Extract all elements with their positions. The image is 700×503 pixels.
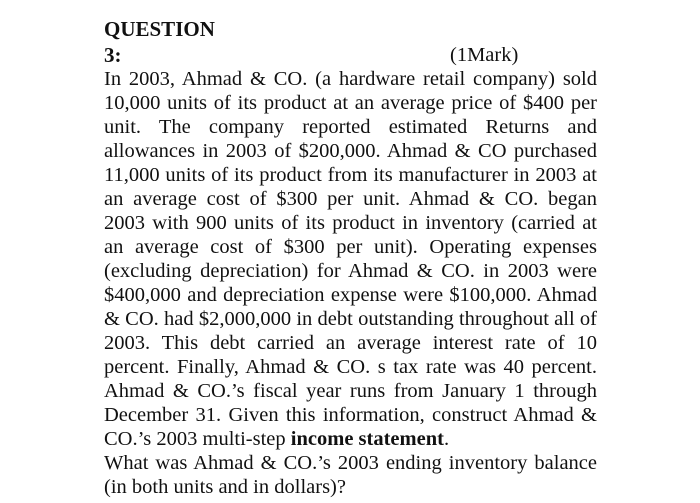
body-line-4: allowances in 2003 of $200,000. Ahmad & CO purchased — [104, 140, 597, 162]
body-line-11: & CO. had $2,000,000 in debt outstanding throughout all of — [104, 308, 597, 330]
income-statement-term: income statement — [290, 428, 444, 450]
body-line-5: 11,000 units of its product from its manufacturer in 2003 at — [104, 164, 597, 186]
income-statement-suffix: . — [443, 428, 450, 450]
followup-line-2: (in both units and in dollars)? — [104, 476, 346, 498]
followup-line-1: What was Ahmad & CO.’s 2003 ending inventory balance — [104, 452, 597, 474]
body-line-16 — [104, 427, 597, 451]
body-line-15: December 31. Given this information, construct Ahmad & — [104, 404, 597, 426]
body-line-9: (excluding depreciation) for Ahmad & CO. in 2003 were — [104, 260, 597, 282]
body-line-13: percent. Finally, Ahmad & CO. s tax rate was 40 percent. — [104, 356, 597, 378]
body-line-2: 10,000 units of its product at an average price of $400 per — [104, 92, 597, 114]
income-statement-prefix: CO.’s 2003 multi-step — [104, 428, 291, 450]
question-heading: QUESTION — [104, 17, 215, 41]
question-number: 3: — [104, 43, 122, 67]
body-line-1: In 2003, Ahmad & CO. (a hardware retail company) sold — [104, 68, 597, 90]
body-line-8: an average cost of $300 per unit). Operating expenses — [104, 236, 597, 258]
body-line-12: 2003. This debt carried an average interest rate of 10 — [104, 332, 597, 354]
body-line-14: Ahmad & CO.’s fiscal year runs from January 1 through — [104, 380, 597, 402]
body-line-3: unit. The company reported estimated Returns and — [104, 116, 597, 138]
body-line-7: 2003 with 900 units of its product in inventory (carried at — [104, 212, 597, 234]
question-marks: (1Mark) — [450, 44, 519, 66]
body-line-10: $400,000 and depreciation expense were $100,000. Ahmad — [104, 284, 597, 306]
body-line-6: an average cost of $300 per unit. Ahmad & CO. began — [104, 188, 597, 210]
